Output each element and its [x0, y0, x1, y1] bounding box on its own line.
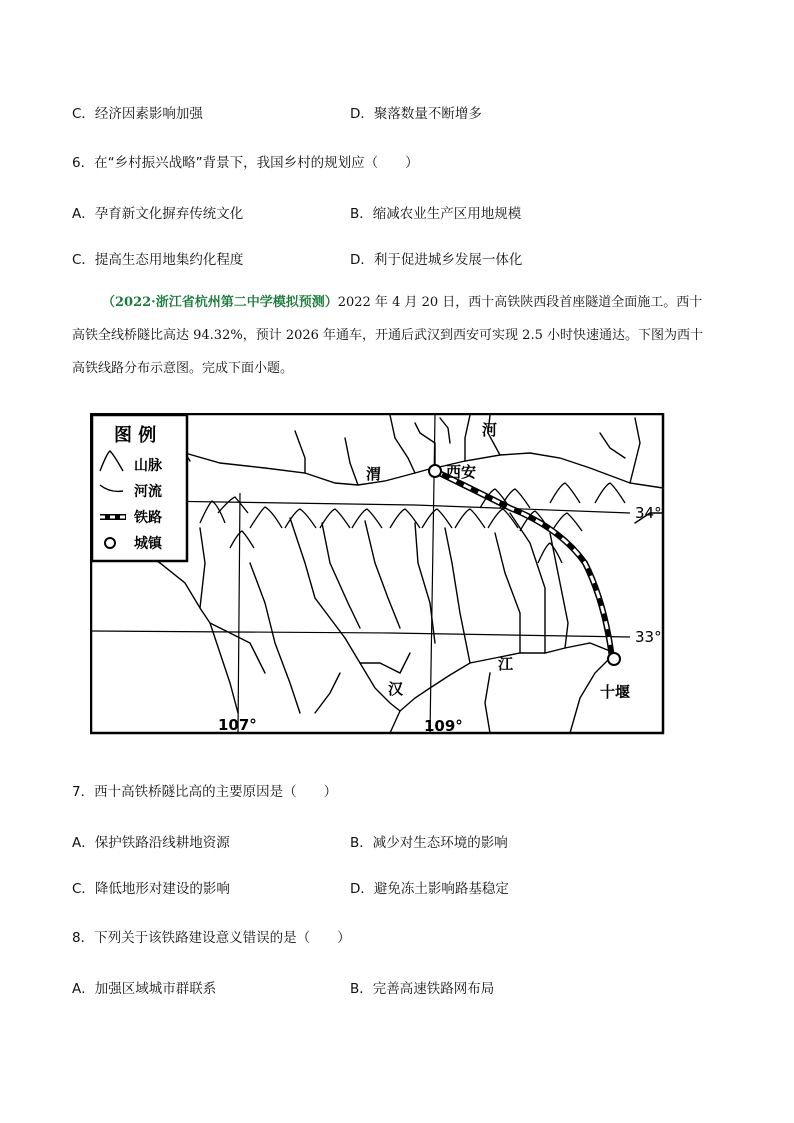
legend-railway-label: 铁路: [134, 510, 162, 526]
legend-town-icon: [105, 538, 115, 548]
railway-map: [90, 413, 665, 735]
q7-option-a: A．保护铁路沿线耕地资源: [72, 835, 230, 851]
label-jiang: 江: [498, 655, 514, 673]
q6-stem: 6．在“乡村振兴战略”背景下，我国乡村的规划应（ ）: [72, 155, 419, 171]
label-lat-33: 33°: [635, 628, 662, 646]
label-han: 汉: [388, 680, 404, 698]
label-lon-109: 109°: [424, 717, 463, 735]
q7-option-c: C．降低地形对建设的影响: [72, 881, 230, 897]
legend-river-label: 河流: [134, 484, 162, 500]
town-shiyan: [608, 653, 620, 665]
passage-line-3: 高铁线路分布示意图。完成下面小题。: [72, 361, 294, 376]
q6-option-b: B．缩减农业生产区用地规模: [350, 206, 522, 222]
legend-mountain-label: 山脉: [134, 458, 162, 474]
q7-option-b: B．减少对生态环境的影响: [350, 835, 508, 851]
label-wei: 渭: [366, 465, 382, 483]
passage: [72, 286, 732, 385]
label-xian: 西安: [446, 463, 477, 481]
q6-option-a: A．孕育新文化摒弃传统文化: [72, 206, 244, 222]
label-shiyan: 十堰: [600, 683, 631, 701]
legend-title: 图 例: [114, 425, 157, 446]
town-xian: [429, 465, 441, 477]
passage-source: （2022·浙江省杭州第二中学模拟预测）: [102, 295, 338, 310]
q6-option-d: D．利于促进城乡发展一体化: [350, 252, 523, 268]
q5-option-c: C．经济因素影响加强: [72, 106, 203, 122]
label-he: 河: [482, 421, 498, 439]
q5-option-d: D．聚落数量不断增多: [350, 106, 482, 122]
label-lat-34: 34°: [635, 504, 662, 522]
passage-line-1: 2022 年 4 月 20 日，西十高铁陕西段首座隧道全面施工。西十: [337, 295, 703, 310]
legend: [92, 415, 187, 561]
q7-option-d: D．避免冻土影响路基稳定: [350, 881, 509, 897]
q8-stem: 8．下列关于该铁路建设意义错误的是（ ）: [72, 930, 351, 946]
q6-option-c: C．提高生态用地集约化程度: [72, 252, 244, 268]
q8-option-a: A．加强区域城市群联系: [72, 981, 217, 997]
passage-line-2: 高铁全线桥隧比高达 94.32%，预计 2026 年通车，开通后武汉到西安可实现 2.5 小时快速通达。下图为西十: [72, 328, 703, 343]
q8-option-b: B．完善高速铁路网布局: [350, 981, 495, 997]
q7-stem: 7．西十高铁桥隧比高的主要原因是（ ）: [72, 784, 338, 800]
legend-town-label: 城镇: [134, 536, 162, 552]
label-lon-107: 107°: [218, 716, 257, 734]
